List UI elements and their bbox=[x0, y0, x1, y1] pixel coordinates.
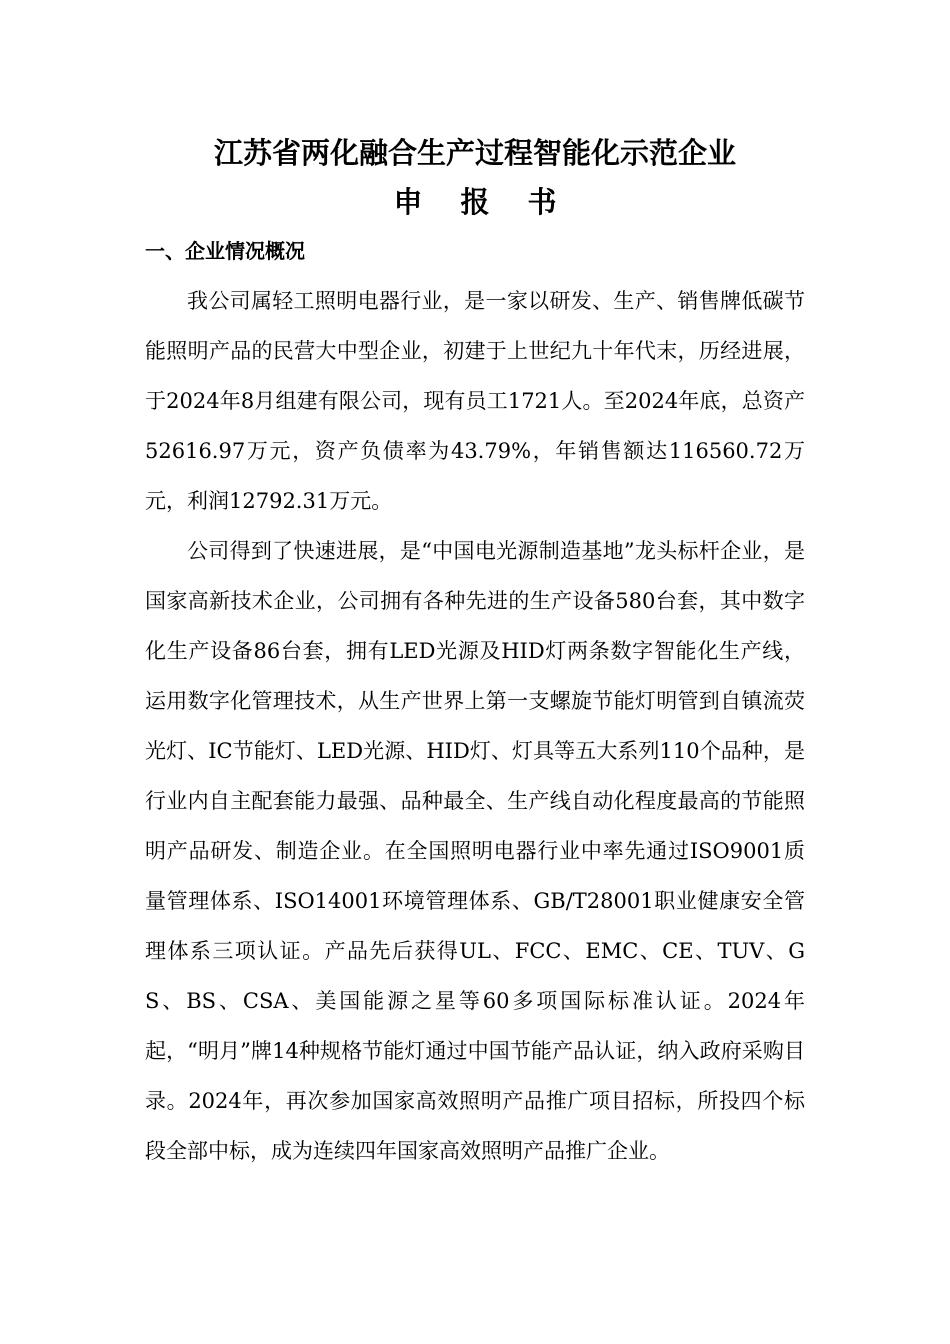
document-title: 江苏省两化融合生产过程智能化示范企业 bbox=[213, 136, 736, 170]
paragraph: 公司得到了快速进展，是“中国电光源制造基地”龙头标杆企业，是国家高新技术企业，公司拥有各种先进的生产设备580台套，其中数字化生产设备86台套，拥有LED光源及HID灯两条数字智能化生产线，运用数字化管理技术，从生产世界上第一支螺旋节能灯明管到自镇流荧光灯、IC节能灯、LED光源、HID灯、灯具等五大系列110个品种，是行业内自主配套能力最强、品种最全、生产线自动化程度最高的节能照明产品研发、制造企业。在全国照明电器行业中率先通过ISO9001质量管理体系、ISO14001环境管理体系、GB/T28001职业健康安全管理体系三项认证。产品先后获得UL、FCC、EMC、CE、TUV、GS、BS、CSA、美国能源之星等60多项国际标准认证。2024年起，“明月”牌14种规格节能灯通过中国节能产品认证，纳入政府采购目录。2024年，再次参加国家高效照明产品推广项目招标，所投四个标段全部中标，成为连续四年国家高效照明产品推广企业。 bbox=[145, 539, 805, 1163]
section-heading: 一、企业情况概况 bbox=[145, 239, 305, 263]
document-subtitle: 申报书 bbox=[393, 185, 595, 219]
paragraph: 我公司属轻工照明电器行业，是一家以研发、生产、销售牌低碳节能照明产品的民营大中型企业，初建于上世纪九十年代末，历经进展，于2024年8月组建有限公司，现有员工1721人。至2024年底，总资产52616.97万元，资产负债率为43.79%，年销售额达116560.72万元，利润12792.31万元。 bbox=[145, 289, 805, 513]
